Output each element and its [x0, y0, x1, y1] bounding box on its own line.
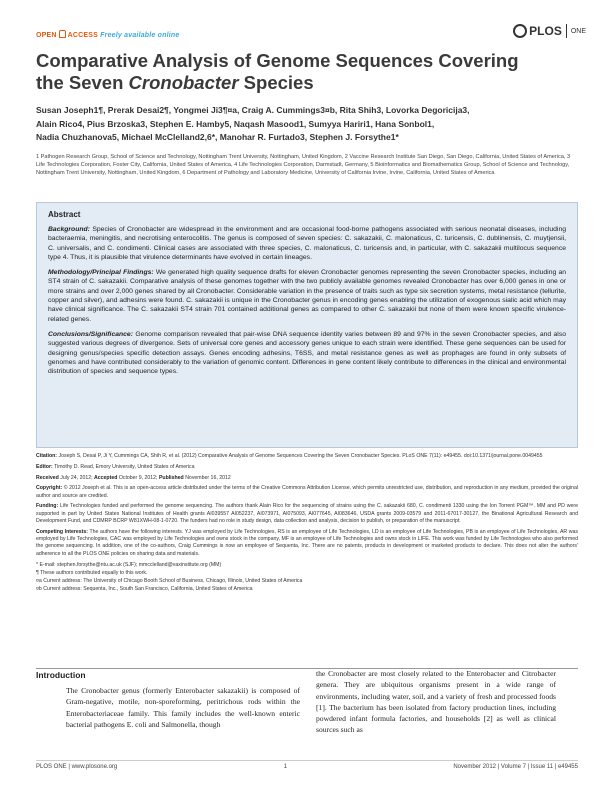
article-title — [36, 50, 576, 94]
page-footer — [36, 760, 578, 770]
plos-logo-icon — [513, 24, 527, 38]
author-line: Alain Rico4, Pius Brzoska3, Stephen E. Hamby5, Naqash Masood1, Sumyya Hariri1, Hana Sonbol1, — [36, 118, 435, 129]
page-number: 1 — [283, 764, 287, 770]
one-wordmark: ONE — [570, 27, 586, 35]
competing-interests: Competing Interests: The authors have the following interests. YJ was employed by Life Technologies, RS is an employee of Life Technologies, LD is an employee of Life Technologies, PB is an employee of Life Technologies, AR was employed by Life Technologies, CAC was employed by Life Technologies and owns stock in the company, MF is an employee of Life Technologies and owns stock in LIFE. This work was funded by Life Technologies who also performed the genome sequencing. In addition, one of the co-authors, Craig Cummings is now an employee of Sequenta, Inc. There are no patents, products in development or marketed products to declare. This does not alter the authors' adherence to all the PLOS ONE policies on sharing data and materials. — [36, 528, 578, 557]
intro-paragraph-right: the Cronobacter are most closely related to the Enterobacter and Citrobacter genera. They are ubiquitous organisms present in a wide range of environments, including water, soil, and a variety of fresh and processed foods [1]. The bacterium has been isolated from factory production lines, including powdered infant formula factories, and households [2] as well as clinical sources such as — [316, 669, 556, 735]
affiliations: 1 Pathogen Research Group, School of Science and Technology, Nottingham Trent University, Nottingham, United Kingdom, 2 Vaccine Research Institute San Diego, San Diego, California, United States of America, 3 Life Technologies Corporation, Foster City, California, United States of America, 4 Life Technologies Corporation, Darmstadt, Germany, 5 Bioinformatics and Biomathematics Group, School of Science and Technology, Nottingham Trent University, Nottingham, United Kingdom, 6 Department of Pathology and Laboratory Medicine, University of California Irvine, Irvine, California, United States of America — [36, 154, 571, 176]
intro-right-column — [316, 668, 556, 736]
methods-text: We generated high quality sequence drafts for eleven Cronobacter genomes representing the seven Cronobacter species, including an ST4 strain of C. sakazakii. Comparative analysis of these genomes together with the two publicly available genomes revealed Cronobacter has over 6,000 genes in one or more strains and over 2,000 genes shared by all Cronobacter. Considerable variation in the presence of traits such as type six secretion systems, metal resistance (tellurite, copper and silver), and adhesins were found. C. sakazakii is unique in the Cronobacter genus in encoding genes enabling the utilization of exogenous sialic acid which may have clinical significance. The C. sakazakii ST4 strain 701 contained additional genes as compared to other C. sakazakii but none of them were known specific virulence-related genes. — [48, 269, 567, 323]
title-line-2-suffix: Species — [238, 72, 314, 93]
conclusions-text: Genome comparison revealed that pair-wise DNA sequence identity varies between 89 and 97% in the seven Cronobacter species, and also suggested various degrees of divergence. Sets of universal core genes and accessory genes unique to each strain were identified. These gene sequences can be used for designing genus/species specific detection assays. Genes encoding adhesins, T6SS, and metal resistance genes as well as prophages are found in only subsets of genomes and have contributed considerably to the variation of genomic content. Differences in gene content likely contribute to differences in the clinical and environmental distribution of species and sequence types. — [48, 330, 566, 376]
background-text: Species of Cronobacter are widespread in the environment and are occasional food-borne pathogens associated with serious neonatal diseases, including bacteraemia, meningitis, and necrotising enterocolitis. The genus is composed of seven species: C. sakazakii, C. malonaticus, C. turicensis, C. dublinensis, C. muytjensii, C. universalis, and C. condimenti. Clinical cases are associated with three species, C. malonaticus, C. turicensis and, in particular, with C. sakazakii multilocus sequence type 4. Thus, it is plausible that virulence determinants have evolved in certain lineages. — [48, 226, 566, 261]
oa-free-text: Freely available online — [100, 32, 180, 39]
lock-icon — [59, 30, 66, 38]
title-line-1: Comparative Analysis of Genome Sequences Covering — [36, 50, 519, 71]
methods-heading: Methodology/Principal Findings: — [48, 269, 154, 277]
dates: Received July 24, 2012; Accepted October 9, 2012; Published November 16, 2012 — [36, 474, 231, 481]
logo-divider — [566, 24, 567, 38]
article-metadata — [36, 453, 578, 595]
copyright: Copyright: © 2012 Joseph et al. This is an open-access article distributed under the terms of the Creative Commons Attribution License, which permits unrestricted use, distribution, and reproduction in any medium, provided the original author and source are credited. — [36, 485, 578, 499]
plos-wordmark: PLOS — [529, 24, 562, 38]
oa-open: OPEN — [36, 32, 57, 39]
footer-issue: November 2012 | Volume 7 | Issue 11 | e49455 — [453, 764, 578, 770]
abstract-box — [36, 202, 578, 448]
author-line: Susan Joseph1¶, Prerak Desai2¶, Yongmei Ji3¶¤a, Craig A. Cummings3¤b, Rita Shih3, Lovorka Degoricija3, — [36, 105, 470, 115]
intro-left-column — [36, 670, 300, 730]
abstract-conclusions — [48, 330, 566, 376]
funding: Funding: Life Technologies funded and performed the genome sequencing. The authors thank Alain Rico for the sequencing of strains using the C. sakazakii 680, C. condimenti 1330 using the Ion Torrent PGM™. MM and PD were supported in part by United States National Institutes of Health grants AI039557 AI052237, AI073971, AI075093, AI077645, AI083646, USDA grants 2009-03579 and 2011-67017-30127, the Binational Agricultural Research and Development Fund, and CDMRP BCRP W81XWH-08-1-0720. The funders had no role in study design, data collection and analysis, decision to publish, or preparation of the manuscript. — [36, 503, 578, 525]
introduction-heading: Introduction — [36, 670, 86, 680]
current-address-a: ¤a Current address: The University of Chicago Booth School of Business, Chicago, Illinois, United States of America — [36, 578, 303, 585]
current-address-b: ¤b Current address: Sequenta, Inc., South San Francisco, California, United States of America — [36, 586, 253, 593]
background-heading: Background: — [48, 226, 90, 233]
conclusions-heading: Conclusions/Significance: — [48, 330, 133, 338]
equal-contribution: ¶ These authors contributed equally to this work. — [36, 569, 148, 576]
plos-one-logo — [513, 24, 586, 38]
email: * E-mail: stephen.forsythe@ntu.ac.uk (SJF); mmcclelland@vaxinstitute.org (MM) — [36, 561, 222, 568]
abstract-methods — [48, 268, 566, 324]
editor: Editor: Timothy D. Read, Emory University, United States of America — [36, 463, 195, 470]
title-line-2-prefix: the Seven — [36, 72, 129, 93]
intro-paragraph-left: The Cronobacter genus (formerly Enterobacter sakazakii) is composed of Gram-negative, motile, non-sporeforming, peritrichous rods within the Enterobacteriaceae family. This family includes the well-known enteric bacterial pathogens E. coli and Salmonella, though — [66, 686, 300, 729]
citation: Citation: Joseph S, Desai P, Ji Y, Cummings CA, Shih R, et al. (2012) Comparative Analysis of Genome Sequences Covering the Seven Cronobacter Species. PLoS ONE 7(11): e49455. doi:10.1371/journal.pone.0049455 — [36, 453, 543, 459]
oa-access: ACCESS — [67, 32, 99, 39]
author-line: Nadia Chuzhanova5, Michael McClelland2,6*, Manohar R. Furtado3, Stephen J. Forsythe1* — [36, 132, 399, 142]
abstract-background — [48, 225, 566, 262]
open-access-banner — [36, 30, 179, 39]
footer-journal: PLOS ONE | www.plosone.org — [36, 764, 118, 770]
title-genus: Cronobacter — [128, 72, 239, 93]
abstract-title: Abstract — [48, 210, 81, 219]
author-list — [36, 104, 576, 145]
